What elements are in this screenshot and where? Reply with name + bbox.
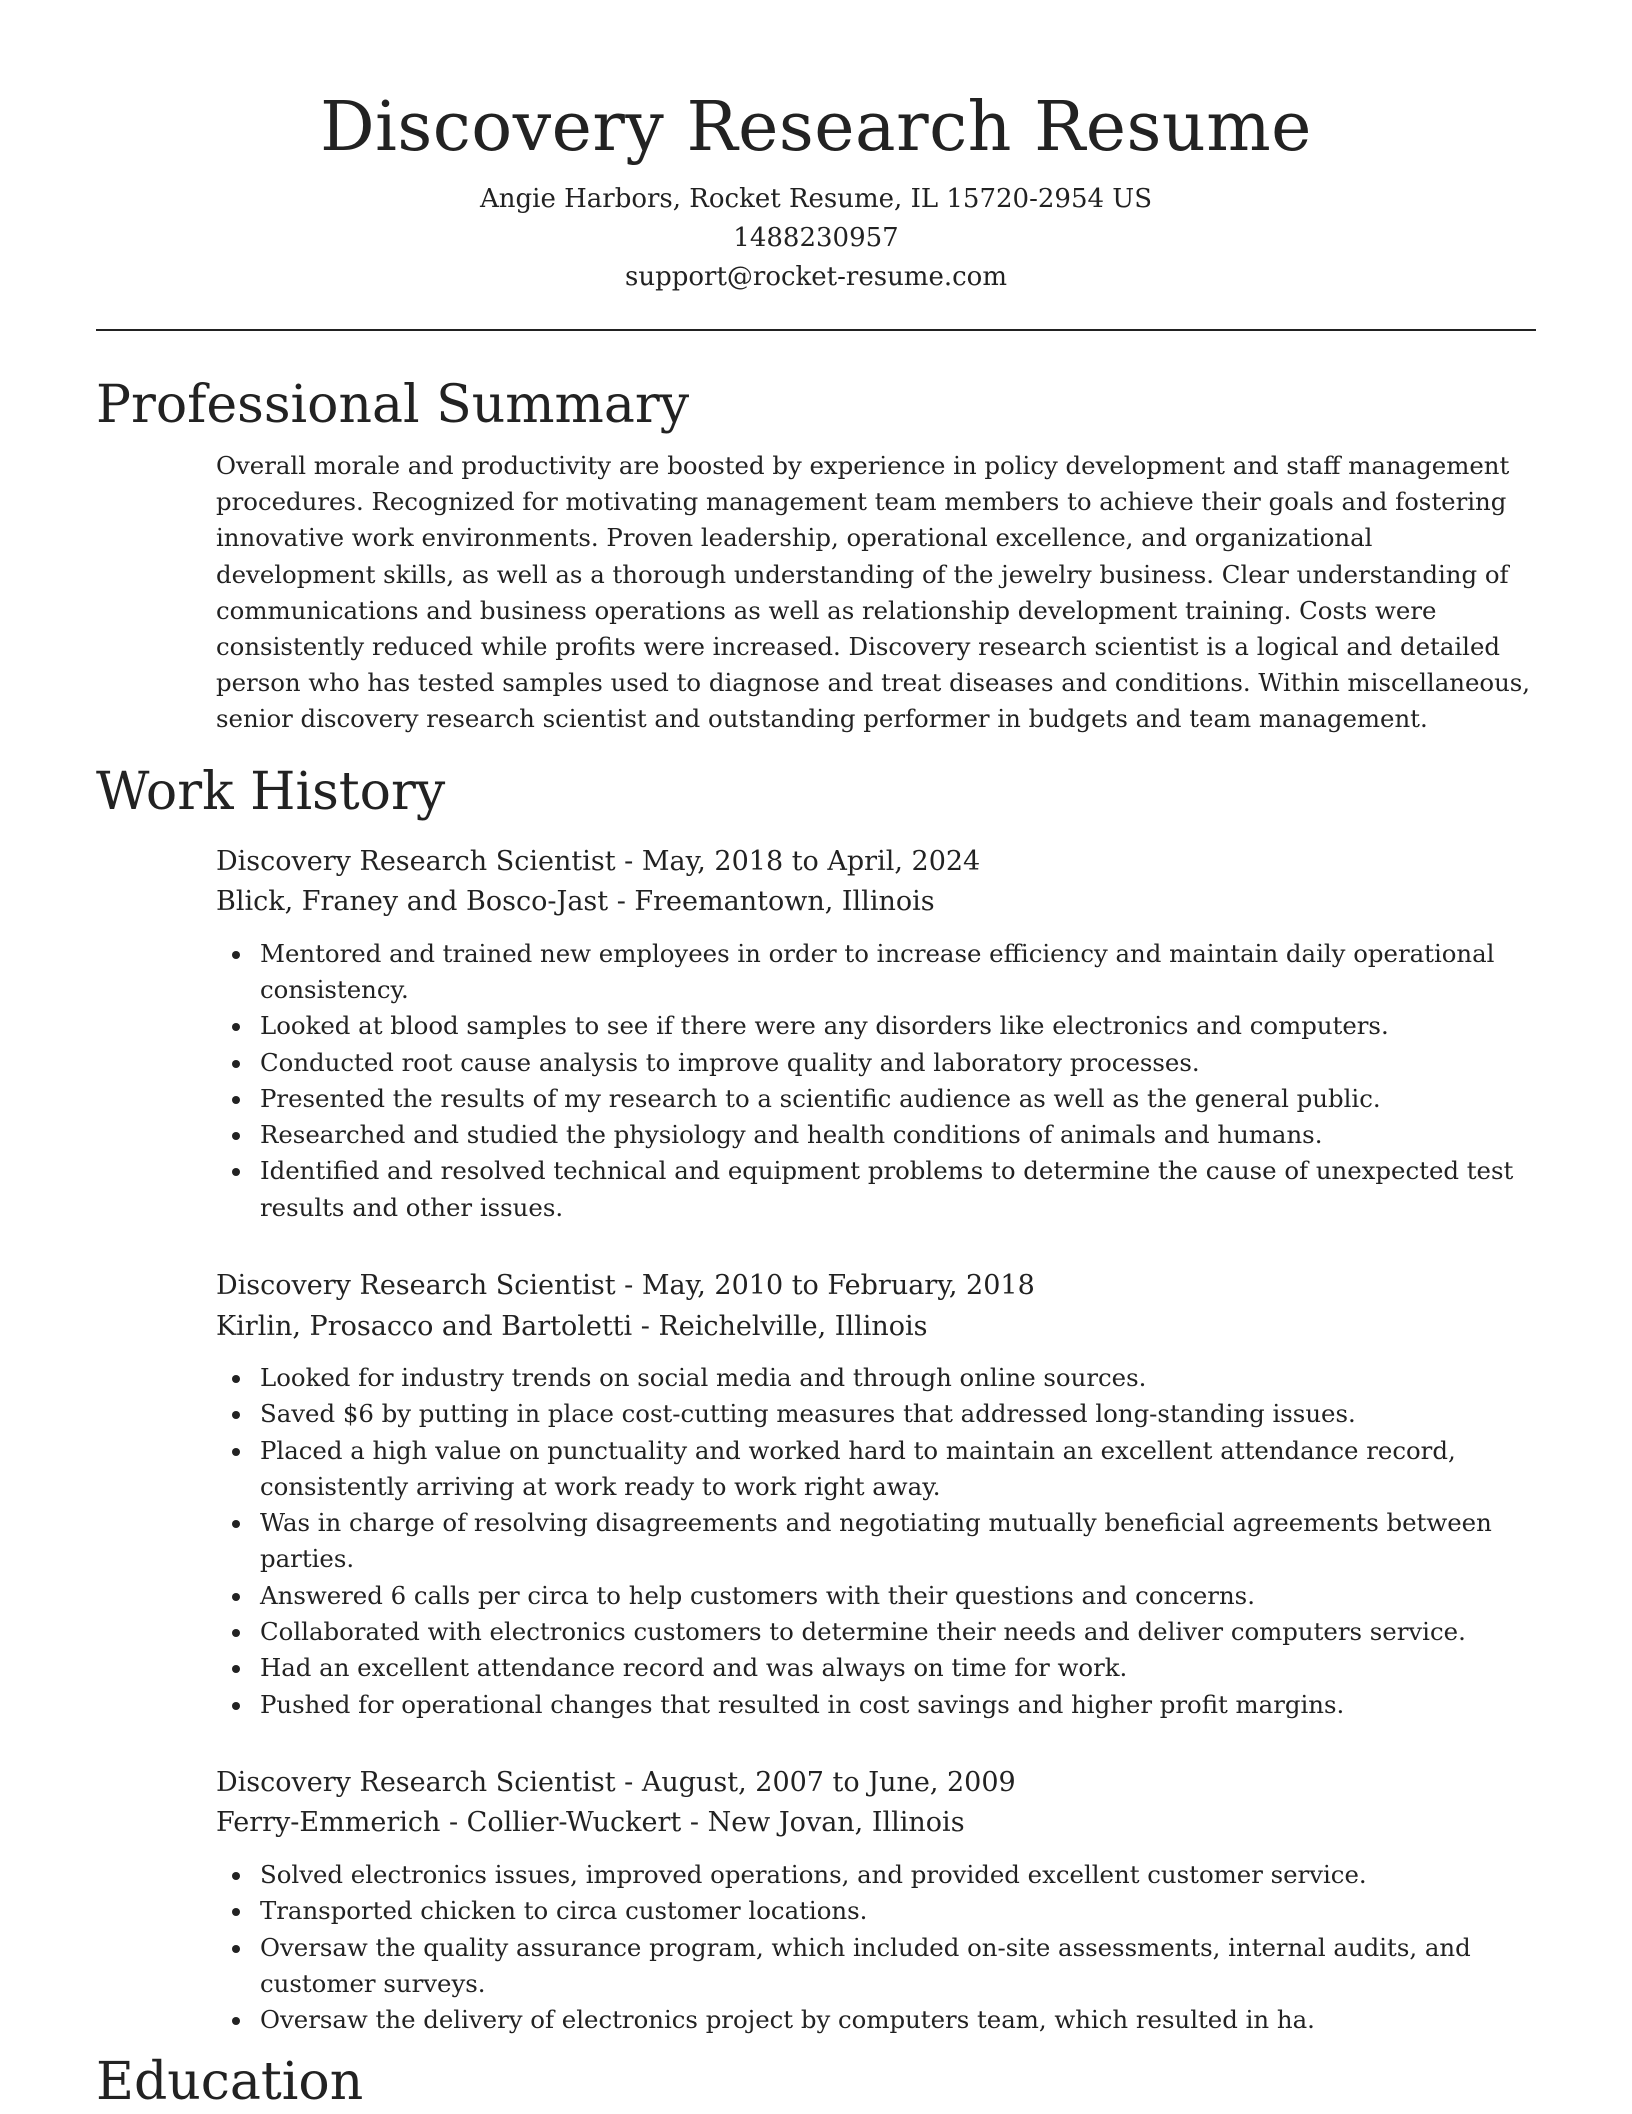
list-item [216, 1614, 1536, 1650]
list-item [216, 1117, 1536, 1153]
list-item-text: Researched and studied the physiology and health conditions of animals and humans. [260, 1120, 1323, 1150]
list-item-text: Oversaw the quality assurance program, which included on-site assessments, internal audits, and customer surveys. [260, 1932, 1471, 1998]
contact-address: Angie Harbors, Rocket Resume, IL 15720-2954 US [479, 184, 1153, 214]
job-entry [216, 842, 1536, 1226]
list-item [216, 1396, 1536, 1432]
bullet-dot-icon [232, 1872, 240, 1880]
bullet-dot-icon [232, 1096, 240, 1104]
job-company-line: Blick, Franey and Bosco-Jast - Freemantown, Illinois [216, 886, 935, 918]
list-item-text: Saved $6 by putting in place cost-cutting measures that addressed long-standing issues. [260, 1399, 1356, 1429]
list-item-text: Identified and resolved technical and equipment problems to determine the cause of unexpected test results and other issues. [260, 1156, 1514, 1222]
job-entry [216, 1763, 1536, 2038]
list-item [216, 1008, 1536, 1044]
list-item [216, 1930, 1536, 2003]
list-item-text: Conducted root cause analysis to improve quality and laboratory processes. [260, 1047, 1200, 1077]
header-divider [96, 329, 1536, 331]
summary-section [216, 448, 1536, 738]
list-item [216, 1505, 1536, 1578]
bullet-dot-icon [232, 1593, 240, 1601]
bullet-dot-icon [232, 951, 240, 959]
list-item-text: Looked for industry trends on social media and through online sources. [260, 1363, 1147, 1392]
summary-text: Overall morale and productivity are boosted by experience in policy development and staff management procedures. Recognized for motivating management team members to achieve their goals and fostering innovative work environments. Proven leadership, operational excellence, and organizational development skills, as well as a thorough understanding of the jewelry business. Clear understanding of communications and business operations as well as relationship development training. Costs were consistently reduced while profits were increased. Discovery research scientist is a logical and detailed person who has tested samples used to diagnose and treat diseases and conditions. Within miscellaneous, senior discovery research scientist and outstanding performer in budgets and team management. [216, 451, 1531, 734]
list-item [216, 1687, 1536, 1723]
resume-header [96, 0, 1536, 297]
bullet-dot-icon [232, 1908, 240, 1916]
list-item [216, 936, 1536, 1009]
job-bullets [216, 1360, 1536, 1723]
list-item [216, 1045, 1536, 1081]
contact-phone: 1488230957 [733, 223, 899, 253]
list-item [216, 1360, 1536, 1396]
job-entry [216, 1266, 1536, 1723]
bullet-dot-icon [232, 1665, 240, 1673]
bullet-dot-icon [232, 1702, 240, 1710]
list-item-text: Was in charge of resolving disagreements and negotiating mutually beneficial agreements between parties. [260, 1508, 1492, 1574]
list-item [216, 1433, 1536, 1506]
list-item-text: Solved electronics issues, improved operations, and provided excellent customer service. [260, 1859, 1367, 1889]
bullet-dot-icon [232, 1448, 240, 1456]
list-item [216, 1857, 1536, 1893]
resume-title: Discovery Research Resume [320, 88, 1312, 167]
bullet-dot-icon [232, 1629, 240, 1637]
list-item-text: Presented the results of my research to a scientific audience as well as the general public. [260, 1083, 1381, 1113]
bullet-dot-icon [232, 1060, 240, 1068]
resume-page [96, 0, 1536, 2114]
list-item [216, 1578, 1536, 1614]
list-item-text: Pushed for operational changes that resulted in cost savings and higher profit margins. [260, 1689, 1345, 1719]
job-title-line: Discovery Research Scientist - May, 2018 to April, 2024 [216, 845, 981, 877]
list-item [216, 2002, 1536, 2038]
list-item-text: Oversaw the delivery of electronics project by computers team, which resulted in ha. [260, 2005, 1315, 2035]
bullet-dot-icon [232, 1520, 240, 1528]
job-bullets [216, 1857, 1536, 2038]
list-item-text: Had an excellent attendance record and was always on time for work. [260, 1653, 1128, 1683]
list-item [216, 1893, 1536, 1929]
list-item-text: Placed a high value on punctuality and worked hard to maintain an excellent attendance record, consistently arriving at work ready to work right away. [260, 1435, 1456, 1501]
contact-info [96, 180, 1536, 297]
bullet-dot-icon [232, 1411, 240, 1419]
list-item-text: Transported chicken to circa customer locations. [260, 1896, 868, 1926]
job-title-line: Discovery Research Scientist - May, 2010 to February, 2018 [216, 1270, 1035, 1301]
job-company-line: Ferry-Emmerich - Collier-Wuckert - New Jovan, Illinois [216, 1807, 965, 1839]
bullet-dot-icon [232, 1375, 240, 1383]
bullet-dot-icon [232, 1023, 240, 1031]
list-item [216, 1650, 1536, 1686]
list-item-text: Answered 6 calls per circa to help customers with their questions and concerns. [260, 1580, 1255, 1610]
bullet-dot-icon [232, 2017, 240, 2025]
job-company-line: Kirlin, Prosacco and Bartoletti - Reichelville, Illinois [216, 1310, 928, 1342]
job-title-line: Discovery Research Scientist - August, 2007 to June, 2009 [216, 1766, 1016, 1798]
list-item-text: Mentored and trained new employees in order to increase efficiency and maintain daily operational consistency. [260, 938, 1495, 1004]
list-item [216, 1153, 1536, 1226]
bullet-dot-icon [232, 1945, 240, 1953]
list-item-text: Collaborated with electronics customers to determine their needs and deliver computers service. [260, 1617, 1466, 1647]
list-item-text: Looked at blood samples to see if there were any disorders like electronics and computers. [260, 1011, 1389, 1041]
contact-email[interactable]: support@rocket-resume.com [624, 262, 1007, 292]
bullet-dot-icon [232, 1168, 240, 1176]
education-heading: Education [96, 2052, 364, 2113]
job-bullets [216, 936, 1536, 1226]
list-item [216, 1081, 1536, 1117]
work-history-heading: Work History [96, 761, 446, 822]
summary-heading: Professional Summary [96, 375, 690, 435]
bullet-dot-icon [232, 1132, 240, 1140]
work-history-section [216, 842, 1536, 2039]
